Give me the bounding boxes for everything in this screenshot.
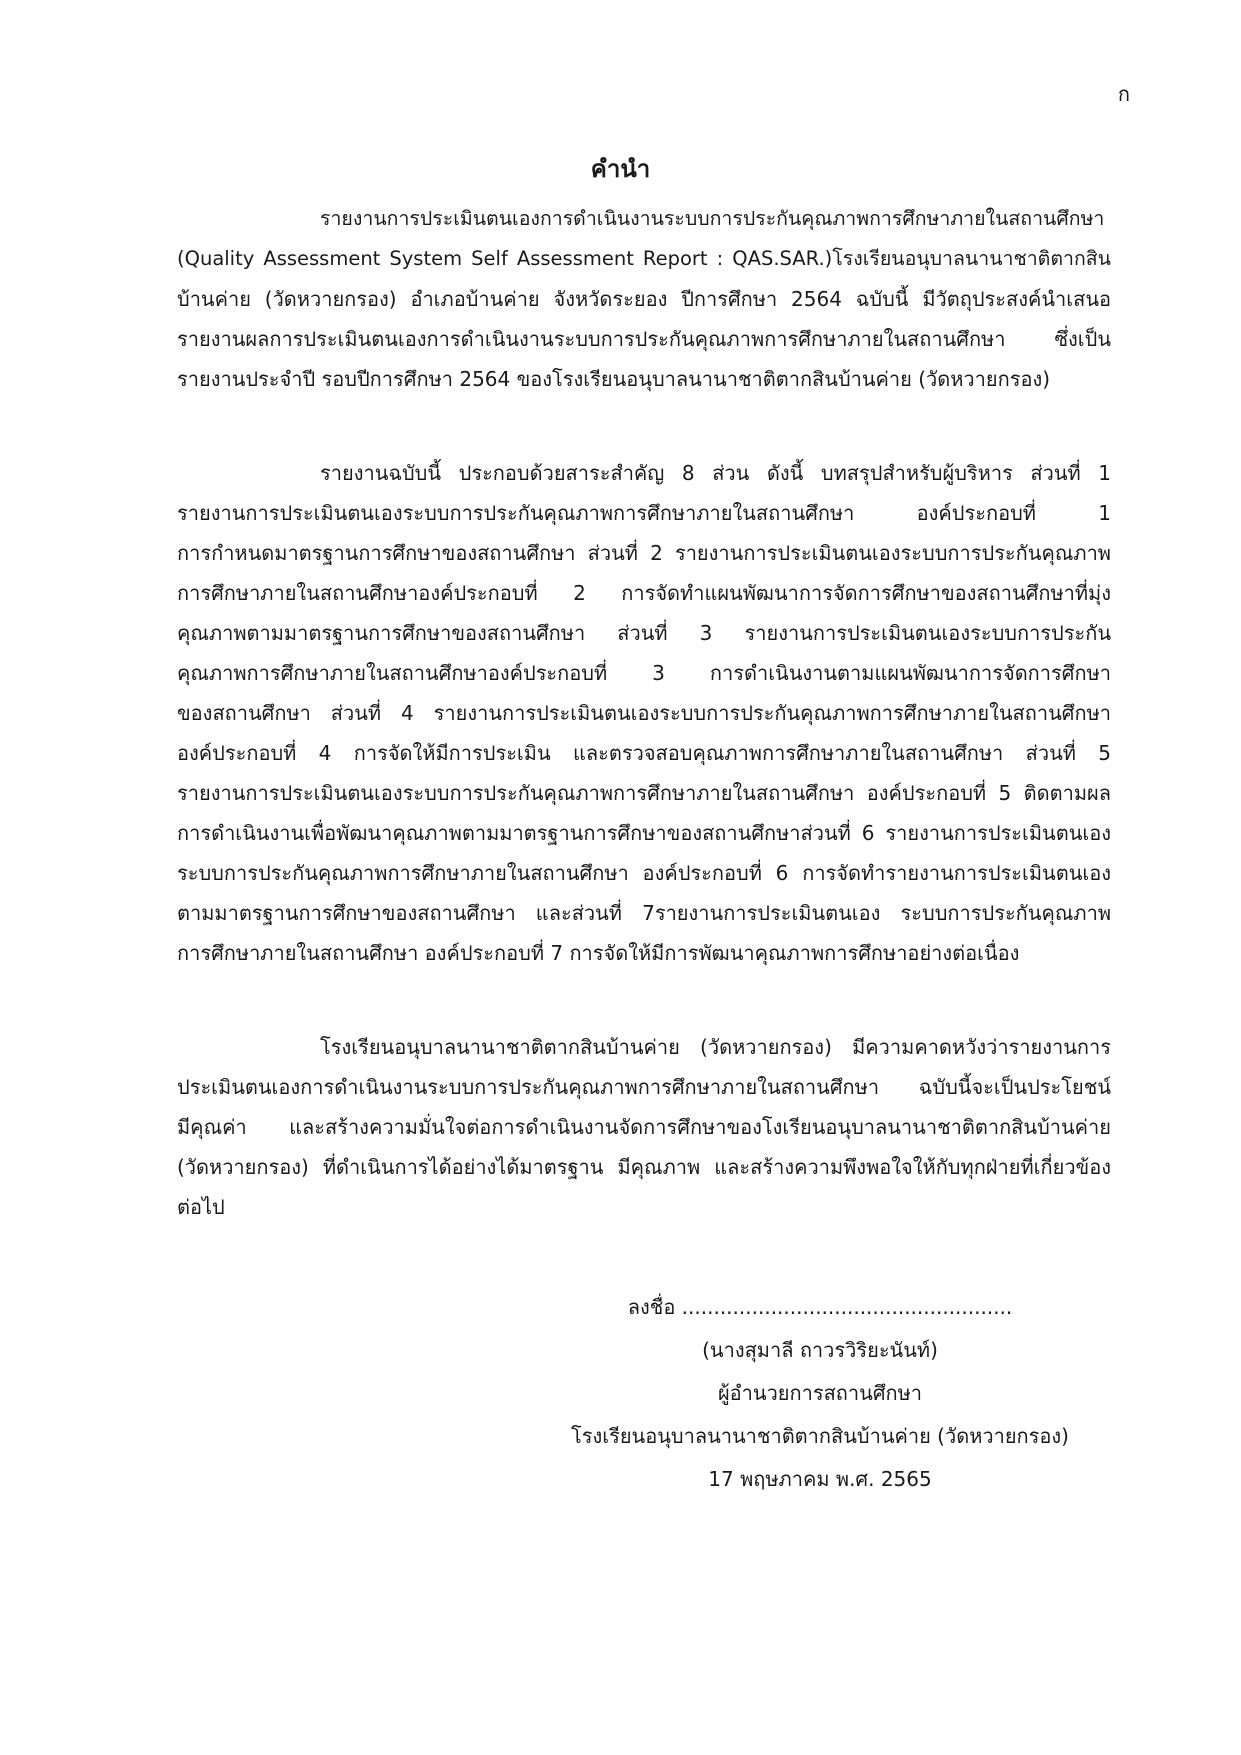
page-number: ก: [1117, 82, 1130, 106]
paragraph-2-line-12: ตามมาตรฐานการศึกษาของสถานศึกษา และส่วนที่ 7รายงานการประเมินตนเอง ระบบการประกันคุณภาพ: [177, 901, 1111, 925]
page-title: คำนำ: [590, 155, 651, 183]
paragraph-2-line-7: ของสถานศึกษา ส่วนที่ 4 รายงานการประเมินตนเองระบบการประกันคุณภาพการศึกษาภายในสถานศึกษา: [177, 701, 1111, 725]
paragraph-2-line-8: องค์ประกอบที่ 4 การจัดให้มีการประเมิน และตรวจสอบคุณภาพการศึกษาภายในสถานศึกษา ส่วนที่ 5: [177, 741, 1111, 765]
paragraph-1-line-5: รายงานประจำปี รอบปีการศึกษา 2564 ของโรงเรียนอนุบาลนานาชาติตากสินบ้านค่าย (วัดหวายกรอง): [177, 367, 1051, 391]
paragraph-2-line-4: การศึกษาภายในสถานศึกษาองค์ประกอบที่ 2 การจัดทำแผนพัฒนาการจัดการศึกษาของสถานศึกษาที่มุ่ง: [177, 581, 1111, 605]
paragraph-2-line-1: รายงานฉบับนี้ ประกอบด้วยสาระสำคัญ 8 ส่วน ดังนี้ บทสรุปสำหรับผู้บริหาร ส่วนที่ 1: [320, 461, 1111, 485]
paragraph-2-line-5: คุณภาพตามมาตรฐานการศึกษาของสถานศึกษา ส่วนที่ 3 รายงานการประเมินตนเองระบบการประกัน: [177, 621, 1111, 645]
signature-line: ลงชื่อ ....................................................: [627, 1295, 1013, 1319]
paragraph-3-line-3: มีคุณค่า และสร้างความมั่นใจต่อการดำเนินงานจัดการศึกษาของโงเรียนอนุบาลนานาชาติตากสินบ้านค่าย: [177, 1115, 1111, 1139]
paragraph-2-line-13: การศึกษาภายในสถานศึกษา องค์ประกอบที่ 7 การจัดให้มีการพัฒนาคุณภาพการศึกษาอย่างต่อเนื่อง: [177, 941, 1020, 965]
signatory-name: (นางสุมาลี ถาวรวิริยะนันท์): [702, 1338, 938, 1362]
signatory-school: โรงเรียนอนุบาลนานาชาติตากสินบ้านค่าย (วัดหวายกรอง): [571, 1424, 1069, 1448]
signature-date: 17 พฤษภาคม พ.ศ. 2565: [708, 1467, 932, 1491]
paragraph-2-line-10: การดำเนินงานเพื่อพัฒนาคุณภาพตามมาตรฐานการศึกษาของสถานศึกษาส่วนที่ 6 รายงานการประเมินตนเอง: [177, 821, 1111, 845]
paragraph-2-line-6: คุณภาพการศึกษาภายในสถานศึกษาองค์ประกอบที่ 3 การดำเนินงานตามแผนพัฒนาการจัดการศึกษา: [177, 661, 1111, 685]
paragraph-2-line-2: รายงานการประเมินตนเองระบบการประกันคุณภาพการศึกษาภายในสถานศึกษา องค์ประกอบที่ 1: [177, 501, 1111, 525]
paragraph-1-line-3: บ้านค่าย (วัดหวายกรอง) อำเภอบ้านค่าย จังหวัดระยอง ปีการศึกษา 2564 ฉบับนี้ มีวัตถุประสงค์นำเสนอ: [177, 287, 1111, 311]
signatory-position: ผู้อำนวยการสถานศึกษา: [717, 1381, 923, 1405]
paragraph-3-line-1: โรงเรียนอนุบาลนานาชาติตากสินบ้านค่าย (วัดหวายกรอง) มีความคาดหวังว่ารายงานการ: [320, 1035, 1111, 1059]
paragraph-3-line-4: (วัดหวายกรอง) ที่ดำเนินการได้อย่างได้มาตรฐาน มีคุณภาพ และสร้างความพึงพอใจให้กับทุกฝ่ายที่เกี่ยวข้อง: [177, 1155, 1111, 1179]
paragraph-1-line-4: รายงานผลการประเมินตนเองการดำเนินงานระบบการประกันคุณภาพการศึกษาภายในสถานศึกษา ซึ่งเป็น: [177, 327, 1111, 351]
paragraph-2-line-9: รายงานการประเมินตนเองระบบการประกันคุณภาพการศึกษาภายในสถานศึกษา องค์ประกอบที่ 5 ติดตามผล: [177, 781, 1111, 805]
paragraph-1-line-2: (Quality Assessment System Self Assessment Report : QAS.SAR.)โรงเรียนอนุบาลนานาชาติตากสิน: [177, 247, 1111, 270]
paragraph-3-line-5: ต่อไป: [177, 1195, 225, 1219]
paragraph-2-line-11: ระบบการประกันคุณภาพการศึกษาภายในสถานศึกษา องค์ประกอบที่ 6 การจัดทำรายงานการประเมินตนเอง: [177, 861, 1111, 885]
paragraph-1-line-1: รายงานการประเมินตนเองการดำเนินงานระบบการประกันคุณภาพการศึกษาภายในสถานศึกษา: [320, 207, 1105, 230]
paragraph-3-line-2: ประเมินตนเองการดำเนินงานระบบการประกันคุณภาพการศึกษาภายในสถานศึกษา ฉบับนี้จะเป็นประโยชน์: [177, 1075, 1111, 1099]
paragraph-2-line-3: การกำหนดมาตรฐานการศึกษาของสถานศึกษา ส่วนที่ 2 รายงานการประเมินตนเองระบบการประกันคุณภาพ: [177, 541, 1111, 565]
